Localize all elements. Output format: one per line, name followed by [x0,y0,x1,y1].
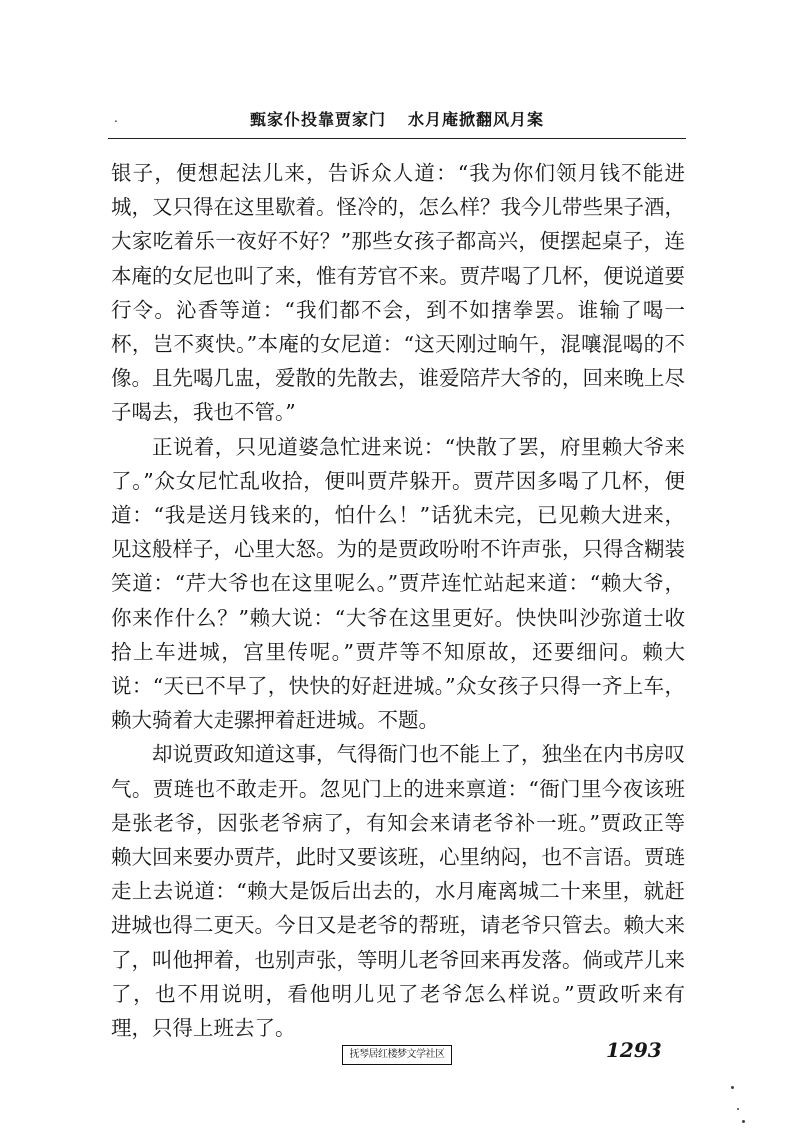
paragraph: 却说贾政知道这事，气得衙门也不能上了，独坐在内书房叹气。贾琏也不敢走开。忽见门上的进来禀道：“衙门里今夜该班是张老爷，因张老爷病了，有知会来请老爷补一班。”贾政正等赖大回来要办贾芹，此时又要该班，心里纳闷，也不言语。贾琏走上去说道：“赖大是饭后出去的，水月庵离城二十来里，就赶进城也得二更天。今日又是老爷的帮班，请老爷只管去。赖大来了，叫他押着，也别声张，等明儿老爷回来再发落。倘或芹儿来了，也不用说明，看他明儿见了老爷怎么样说。”贾政听来有理，只得上班去了。 [111,742,685,1041]
watermark-stamp: 抚琴居红楼梦文学社区 [342,1045,452,1065]
page-number: 1293 [606,1038,662,1062]
scan-speck [731,1086,734,1089]
header-title-left: 甄家仆投靠贾家门 [249,110,386,129]
header-dot: . [114,111,118,125]
body-text [111,156,685,1045]
header-rule [108,138,686,139]
scan-speck [742,1120,745,1123]
paragraph: 银子，便想起法儿来，告诉众人道：“我为你们领月钱不能进城，又只得在这里歇着。怪冷的，怎么样？我今儿带些果子酒，大家吃着乐一夜好不好？”那些女孩子都高兴，便摆起桌子，连本庵的女尼也叫了来，惟有芳官不来。贾芹喝了几杯，便说道要行令。沁香等道：“我们都不会，到不如搳拳罢。谁输了喝一杯，岂不爽快。”本庵的女尼道：“这天刚过晌午，混嚷混喝的不像。且先喝几盅，爱散的先散去，谁爱陪芹大爷的，回来晚上尽子喝去，我也不管。” [111,161,685,425]
header-title-right: 水月庵掀翻风月案 [408,110,545,129]
paragraph: 正说着，只见道婆急忙进来说：“快散了罢，府里赖大爷来了。”众女尼忙乱收拾，便叫贾芹躲开。贾芹因多喝了几杯，便道：“我是送月钱来的，怕什么！”话犹未完，已见赖大进来，见这般样子，心里大怒。为的是贾政吩咐不许声张，只得含糊装笑道：“芹大爷也在这里呢么。”贾芹连忙站起来道：“赖大爷，你来作什么？”赖大说：“大爷在这里更好。快快叫沙弥道士收拾上车进城，宫里传呢。”贾芹等不知原故，还要细问。赖大说：“天已不早了，快快的好赶进城。”众女孩子只得一齐上车，赖大骑着大走骡押着赶进城。不题。 [111,434,685,733]
running-header [108,104,686,136]
scan-speck [737,1108,739,1110]
